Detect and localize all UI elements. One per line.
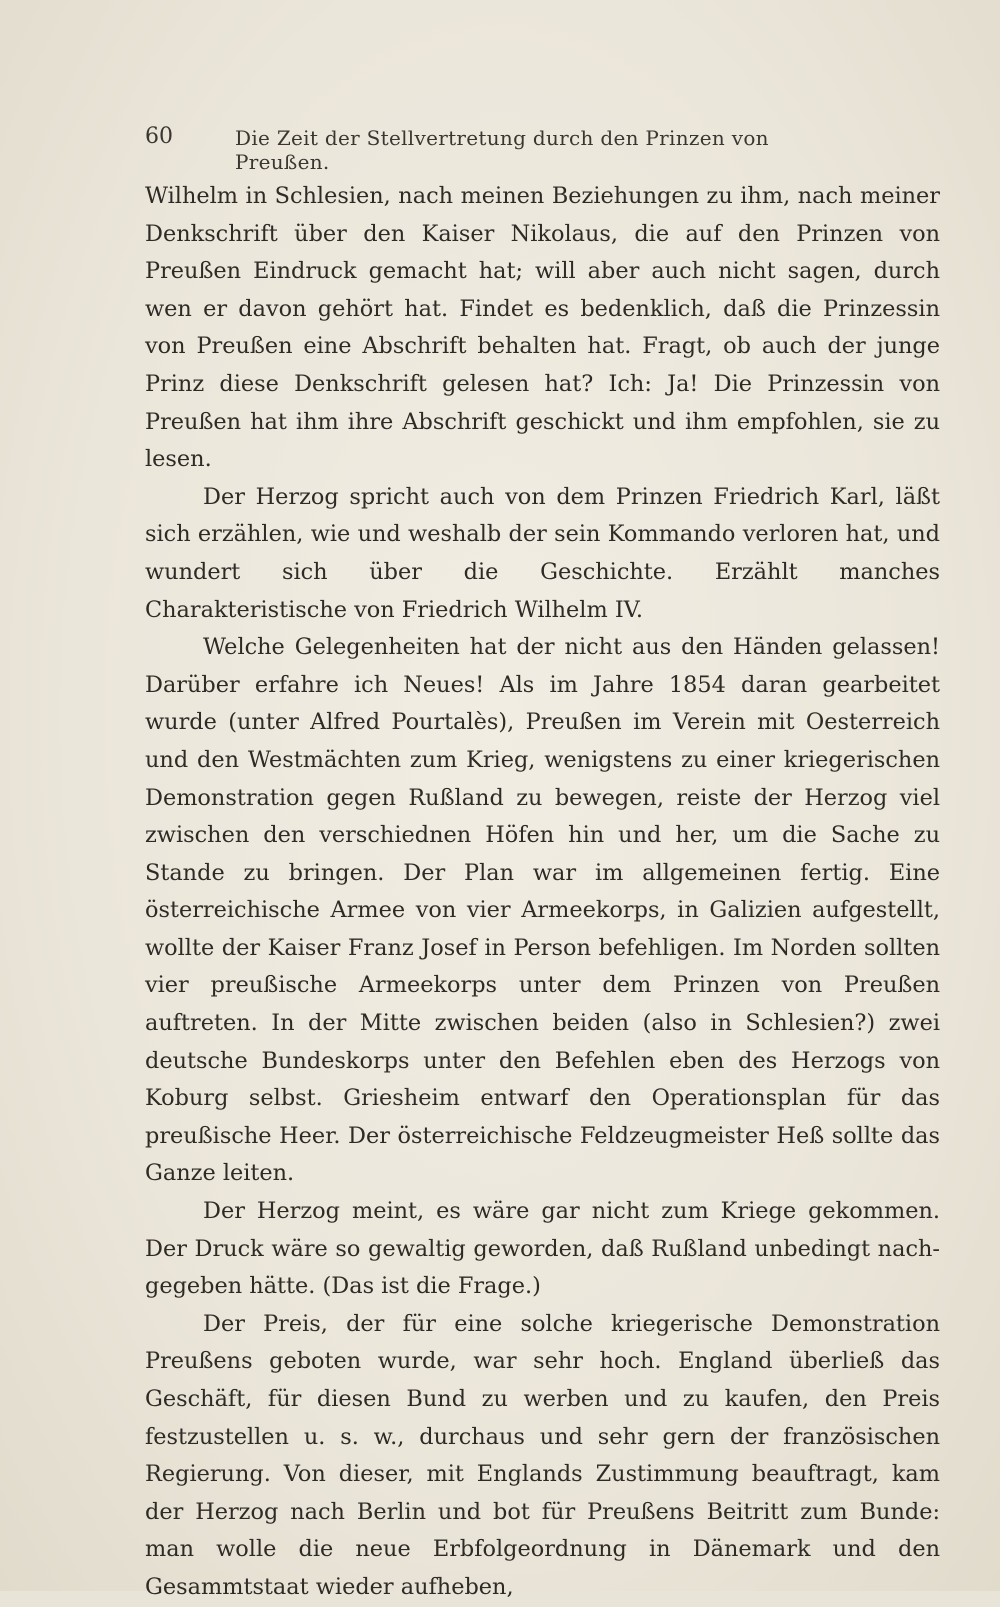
paragraph-preis-demonstration: Der Preis, der für eine solche kriegerische Demonstration Preußens geboten wurde, war sehr hoch. England überließ das Geschäft, für diesen Bund zu werben und zu kaufen, den Preis festzustellen u. s. w., durchaus und sehr gern der französischen Regierung. Von dieser, mit Englands Zustimmung beauftragt, kam der Herzog nach Berlin und bot für Preußens Beitritt zum Bunde: man wolle die neue Erbfolgeordnung in Dänemark und den Gesammtstaat wieder aufheben, bbox=[145, 1310, 940, 1600]
running-head bbox=[145, 120, 865, 174]
body-text bbox=[145, 178, 940, 1607]
running-title: Die Zeit der Stellvertretung durch den Prinzen von Preußen. bbox=[235, 126, 769, 174]
paragraph-herzog-friedrich-karl: Der Herzog spricht auch von dem Prinzen Friedrich Karl, läßt sich erzählen, wie und weshalb der sein Kommando verloren hat, und wundert sich über die Geschichte. Erzählt manches Charakteristische von Friedrich Wilhelm IV. bbox=[145, 483, 940, 623]
page-number: 60 bbox=[145, 124, 173, 149]
paragraph-continuation: Wilhelm in Schlesien, nach meinen Beziehungen zu ihm, nach meiner Denkschrift über den Kaiser Nikolaus, die auf den Prinzen von Preußen Eindruck gemacht hat; will aber auch nicht sagen, durch wen er davon gehört hat. Findet es bedenklich, daß die Prinzessin von Preußen eine Abschrift behalten hat. Fragt, ob auch der junge Prinz diese Denkschrift gelesen hat? Ich: Ja! Die Prinzessin von Preußen hat ihm ihre Abschrift geschickt und ihm empfohlen, sie zu lesen. bbox=[145, 183, 940, 473]
paragraph-kriege-gekommen: Der Herzog meint, es wäre gar nicht zum Kriege gekommen. Der Druck wäre so gewaltig geworden, daß Rußland unbedingt nachgegeben hätte. (Das ist die Frage.) bbox=[145, 1198, 940, 1300]
paragraph-gelegenheiten-1854: Welche Gelegenheiten hat der nicht aus den Händen gelassen! Darüber erfahre ich Neues! Als im Jahre 1854 daran gearbeitet wurde (unter Alfred Pourtalès), Preußen im Verein mit Oesterreich und den Westmächten zum Krieg, wenigstens zu einer kriegerischen Demonstration gegen Rußland zu bewegen, reiste der Herzog viel zwischen den verschiednen Höfen hin und her, um die Sache zu Stande zu bringen. Der Plan war im allgemeinen fertig. Eine österreichische Armee von vier Armeekorps, in Galizien aufgestellt, wollte der Kaiser Franz Josef in Person befehligen. Im Norden sollten vier preußische Armeekorps unter dem Prinzen von Preußen auftreten. In der Mitte zwischen beiden (also in Schlesien?) zwei deutsche Bundeskorps unter den Befehlen eben des Herzogs von Koburg selbst. Griesheim entwarf den Operationsplan für das preußische Heer. Der österreichische Feldzeugmeister Heß sollte das Ganze leiten. bbox=[145, 634, 940, 1187]
